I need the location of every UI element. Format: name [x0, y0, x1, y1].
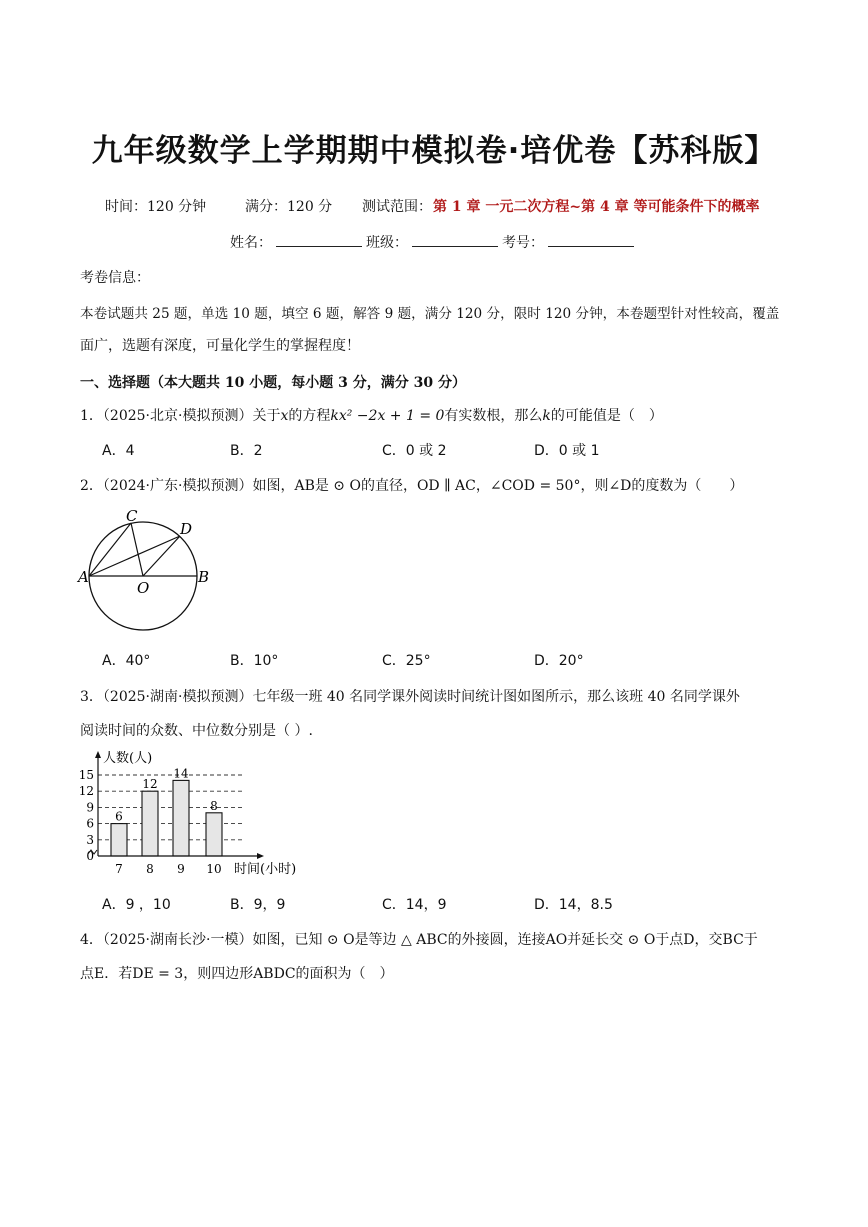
label-b: B	[198, 568, 210, 586]
q2-option-a[interactable]: A．40°	[102, 653, 151, 669]
exam-range-label: 测试范围：	[362, 199, 432, 215]
x-tick-label: 8	[146, 862, 154, 876]
q3-option-a[interactable]: A．9 ，10	[102, 897, 171, 913]
q3-option-c[interactable]: C．14，9	[382, 897, 447, 913]
q2-option-b[interactable]: B．10°	[230, 653, 279, 669]
question-text: 如图，已知 ⊙ O是等边 △ ABC的外接圆，连接AO并延长交 ⊙ O于点D，交BC于	[252, 932, 758, 948]
q3-option-b[interactable]: B．9，9	[230, 897, 286, 913]
y-axis-arrow	[95, 751, 101, 758]
y-tick-label: 0	[86, 849, 94, 863]
circle-diagram	[76, 508, 216, 636]
bar	[142, 791, 158, 856]
bar-value-label: 6	[115, 809, 123, 824]
question-number: 2．	[80, 478, 103, 494]
question-3-line-2: 阅读时间的众数、中位数分别是（ ）.	[80, 723, 313, 739]
page-title: 九年级数学上学期期中模拟卷·培优卷【苏科版】	[91, 133, 777, 169]
question-source: （2025·湖南长沙·一模）	[102, 932, 253, 948]
y-tick-label: 3	[86, 832, 94, 847]
q1-option-a[interactable]: A．4	[102, 443, 135, 459]
label-o: O	[137, 579, 150, 597]
exam-no-label: 考号：	[502, 235, 544, 251]
chart-bars	[111, 766, 222, 856]
question-text: 关于	[252, 408, 281, 424]
label-c: C	[126, 508, 138, 525]
x-tick-label: 10	[206, 862, 222, 876]
bar	[173, 780, 189, 856]
x-axis-arrow	[257, 853, 264, 859]
q2-option-d[interactable]: D．20°	[534, 653, 584, 669]
chord-ad	[89, 536, 180, 576]
q3-option-d[interactable]: D．14，8.5	[534, 897, 613, 913]
y-tick-label: 12	[78, 784, 94, 799]
question-number: 4．	[80, 932, 103, 948]
math-var: x	[280, 408, 289, 424]
question-4	[80, 929, 758, 949]
q2-option-c[interactable]: C．25°	[382, 653, 431, 669]
info-heading: 考卷信息：	[80, 270, 150, 286]
exam-time: 时间：120 分钟	[105, 199, 207, 215]
info-line-2: 面广，选题有深度，可量化学生的掌握程度！	[80, 338, 360, 354]
math-var: k	[542, 408, 551, 424]
question-text: 七年级一班 40 名同学课外阅读时间统计图如图所示，那么该班 40 名同学课外	[252, 689, 740, 705]
label-a: A	[78, 568, 89, 586]
question-4-line-2: 点E．若DE = 3，则四边形ABDC的面积为（ ）	[80, 966, 394, 982]
x-tick-label: 7	[115, 862, 123, 876]
x-tick-label: 9	[177, 862, 185, 876]
question-text: 有实数根，那么	[444, 408, 543, 424]
info-line-1: 本卷试题共 25 题，单选 10 题，填空 6 题，解答 9 题，满分 120 分，限时 120 分钟，本卷题型针对性较高，覆盖	[80, 306, 780, 322]
segment-od	[143, 536, 180, 576]
exam-range-value: 第 1 章 一元二次方程~第 4 章 等可能条件下的概率	[433, 199, 760, 215]
bar	[206, 813, 222, 856]
bar	[111, 824, 127, 856]
y-tick-label: 9	[86, 800, 94, 815]
question-number: 3．	[80, 689, 103, 705]
class-field[interactable]	[412, 232, 498, 247]
bar-value-label: 14	[173, 766, 189, 781]
question-source: （2025·北京·模拟预测）	[102, 408, 253, 424]
q1-option-b[interactable]: B．2	[230, 443, 263, 459]
bar-value-label: 12	[142, 777, 158, 792]
name-field[interactable]	[276, 232, 362, 247]
x-axis-label: 时间(小时)	[234, 862, 297, 877]
section-heading: 一、选择题（本大题共 10 小题，每小题 3 分，满分 30 分）	[80, 375, 466, 391]
student-info-line	[230, 232, 638, 252]
q1-option-d[interactable]: D．0 或 1	[534, 443, 600, 459]
math-equation: kx² −2x + 1 = 0	[330, 408, 445, 424]
segment-oc	[131, 523, 143, 576]
question-3	[80, 686, 740, 706]
question-source: （2024·广东·模拟预测）	[102, 478, 253, 494]
q1-option-c[interactable]: C．0 或 2	[382, 443, 447, 459]
exam-score: 满分：120 分	[245, 199, 333, 215]
question-2	[80, 475, 743, 495]
exam-no-field[interactable]	[548, 232, 634, 247]
y-axis-label: 人数(人)	[103, 751, 153, 766]
question-source: （2025·湖南·模拟预测）	[102, 689, 253, 705]
question-number: 1．	[80, 408, 103, 424]
y-tick-label: 6	[86, 816, 94, 831]
label-d: D	[180, 520, 193, 538]
name-label: 姓名：	[230, 235, 272, 251]
question-text: 的可能值是（ ）	[550, 408, 663, 424]
question-1	[80, 405, 663, 425]
bar-chart	[76, 745, 316, 880]
bar-value-label: 8	[210, 798, 218, 813]
question-text: 的方程	[288, 408, 331, 424]
question-text: 如图，AB是 ⊙ O的直径，OD ∥ AC，∠COD = 50°，则∠D的度数为（ ）	[252, 478, 744, 494]
class-label: 班级：	[366, 235, 408, 251]
y-tick-label: 15	[78, 768, 94, 782]
